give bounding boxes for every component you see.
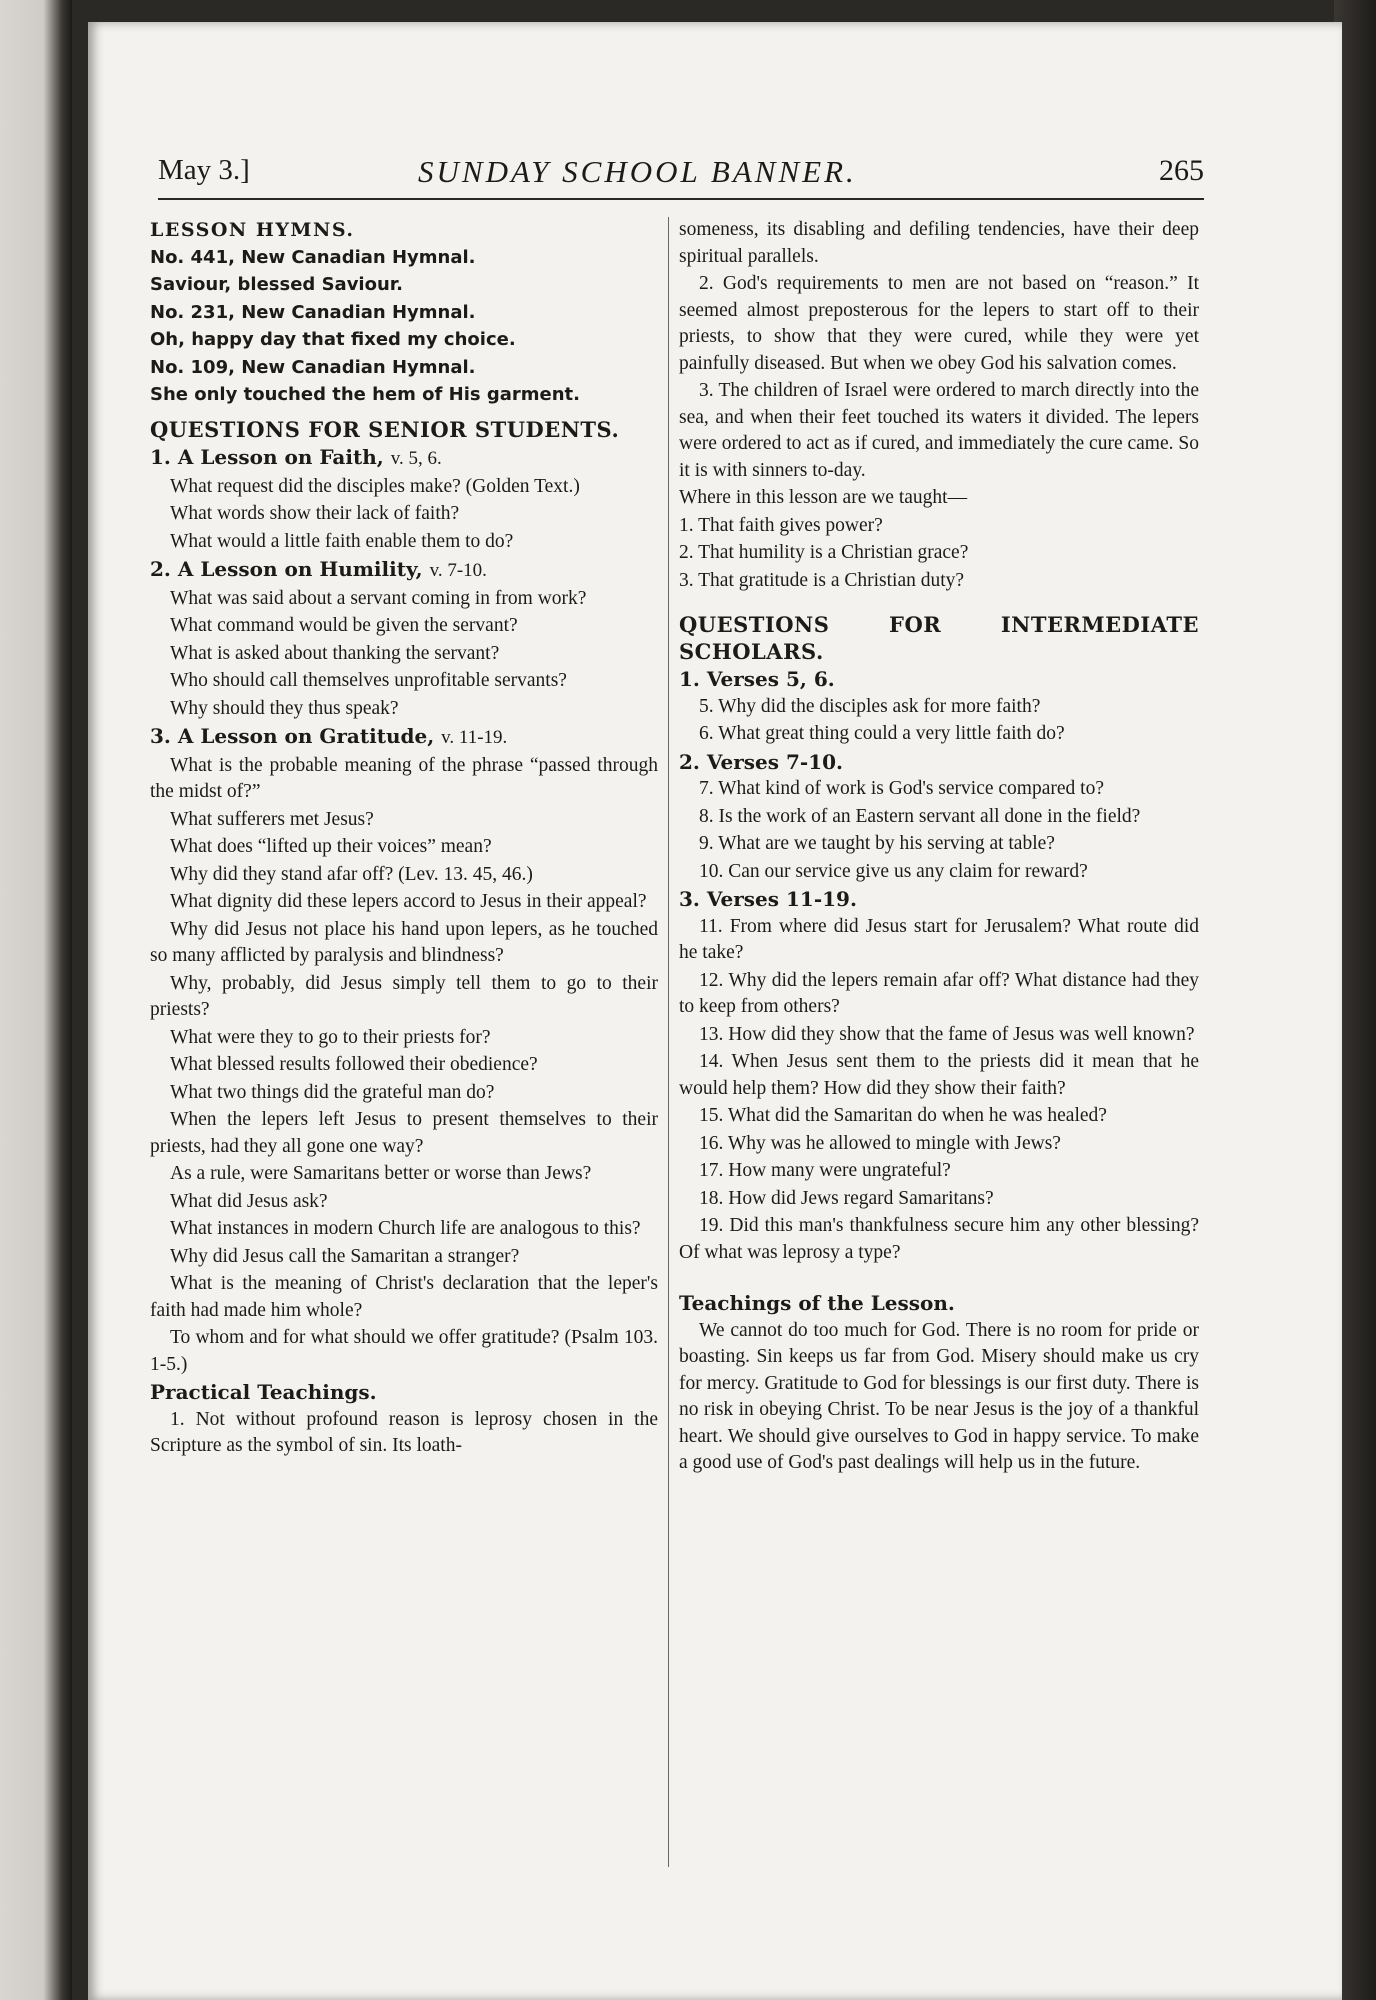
question: What command would be given the servant? xyxy=(170,615,518,636)
practical-teaching-paragraph: 3. The children of Israel were ordered to march directly into the sea, and when their feet touched its waters it divided. The lepers were ordered to act as if cured, and immediately the cure came. So it is with sinners to-day. xyxy=(679,380,1199,481)
question: 17. How many were ungrateful? xyxy=(699,1160,951,1181)
question: What words show their lack of faith? xyxy=(170,503,460,524)
intermediate-questions-heading: QUESTIONS FOR INTERMEDIATE SCHOLARS. xyxy=(679,612,1199,664)
question: What would a little faith enable them to do? xyxy=(170,530,514,552)
question: 19. Did this man's thankfulness secure him any other blessing? Of what was leprosy a type? xyxy=(679,1215,1199,1263)
hymn-title: Oh, happy day that fixed my choice. xyxy=(150,329,516,350)
section-title: 1. A Lesson on Faith, xyxy=(150,445,384,469)
question: Why, probably, did Jesus simply tell them to go to their priests? xyxy=(150,972,658,1020)
question: 10. Can our service give us any claim for reward? xyxy=(699,860,1088,882)
practical-teaching-paragraph: 1. Not without profound reason is leprosy chosen in the Scripture as the symbol of sin. Its loath- xyxy=(150,1408,658,1456)
header-date: May 3.] xyxy=(158,154,250,186)
question: 9. What are we taught by his serving at table? xyxy=(699,833,1055,854)
section-reference: v. 5, 6. xyxy=(390,448,442,469)
page-number: 265 xyxy=(1159,154,1204,187)
hymn-title: She only touched the hem of His garment. xyxy=(150,384,580,405)
teachings-heading: Teachings of the Lesson. xyxy=(679,1291,955,1315)
hymns-heading: LESSON HYMNS. xyxy=(150,219,355,241)
senior-section-1-heading xyxy=(150,444,658,473)
question: To whom and for what should we offer gratitude? (Psalm 103. 1-5.) xyxy=(150,1327,658,1375)
taught-intro: Where in this lesson are we taught— xyxy=(679,487,968,508)
question: What were they to go to their priests for? xyxy=(170,1026,491,1048)
question: 7. What kind of work is God's service compared to? xyxy=(699,778,1104,799)
question: Why did they stand afar off? (Lev. 13. 45, 46.) xyxy=(170,863,533,885)
hymn-number: No. 109, New Canadian Hymnal. xyxy=(150,356,476,378)
question: What dignity did these lepers accord to Jesus in their appeal? xyxy=(170,891,647,912)
question: 18. How did Jews regard Samaritans? xyxy=(699,1187,994,1209)
running-header xyxy=(158,142,1204,200)
section-reference: v. 11-19. xyxy=(441,727,508,748)
question: 8. Is the work of an Eastern servant all done in the field? xyxy=(699,805,1141,827)
intermediate-section-3-heading: 3. Verses 11-19. xyxy=(679,887,857,911)
question: As a rule, were Samaritans better or worse than Jews? xyxy=(170,1163,592,1184)
intermediate-section-2-heading: 2. Verses 7-10. xyxy=(679,749,844,774)
taught-item: 3. That gratitude is a Christian duty? xyxy=(679,569,965,591)
question: 15. What did the Samaritan do when he was healed? xyxy=(699,1105,1107,1126)
question: What sufferers met Jesus? xyxy=(170,808,374,830)
practical-teachings-heading: Practical Teachings. xyxy=(150,1380,377,1404)
hymn-number: No. 231, New Canadian Hymnal. xyxy=(150,301,476,323)
question: 5. Why did the disciples ask for more faith? xyxy=(699,695,1041,717)
taught-item: 1. That faith gives power? xyxy=(679,514,883,536)
hymn-number: No. 441, New Canadian Hymnal. xyxy=(150,246,476,268)
senior-section-3-heading xyxy=(150,723,658,752)
question: 11. From where did Jesus start for Jerusalem? What route did he take? xyxy=(679,915,1199,963)
question: 6. What great thing could a very little faith do? xyxy=(699,723,1065,744)
question: Why should they thus speak? xyxy=(170,697,399,719)
teachings-paragraph: We cannot do too much for God. There is no room for pride or boasting. Sin keeps us far from God. Misery should make us cry for mercy. Gratitude to God for blessings is our first duty. There is no risk in obeying Christ. To be near Jesus is the joy of a thankful heart. We should give ourselves to God in happy service. To make a good use of God's past dealings will help us in the future. xyxy=(679,1319,1199,1473)
question: What is the meaning of Christ's declaration that the leper's faith had made him whole? xyxy=(150,1273,658,1321)
question: Who should call themselves unprofitable servants? xyxy=(170,670,567,691)
section-title: 3. A Lesson on Gratitude, xyxy=(150,724,435,748)
senior-section-2-heading xyxy=(150,556,658,585)
question: What two things did the grateful man do? xyxy=(170,1081,495,1103)
left-column xyxy=(150,217,658,1461)
question: 12. Why did the lepers remain afar off? What distance had they to keep from others? xyxy=(679,969,1199,1017)
question: 16. Why was he allowed to mingle with Jews? xyxy=(699,1132,1061,1154)
right-column xyxy=(668,217,1199,1867)
question: Why did Jesus not place his hand upon lepers, as he touched so many afflicted by paralysis and blindness? xyxy=(150,918,658,966)
question: 14. When Jesus sent them to the priests did it mean that he would help them? How did they show their faith? xyxy=(679,1051,1199,1099)
question: Why did Jesus call the Samaritan a stranger? xyxy=(170,1245,520,1267)
hymn-title: Saviour, blessed Saviour. xyxy=(150,274,403,295)
intermediate-section-1-heading: 1. Verses 5, 6. xyxy=(679,667,835,691)
taught-item: 2. That humility is a Christian grace? xyxy=(679,542,969,563)
magazine-page xyxy=(88,22,1342,2000)
question: What instances in modern Church life are analogous to this? xyxy=(170,1218,641,1239)
practical-teaching-continued: someness, its disabling and defiling tendencies, have their deep spiritual parallels. xyxy=(679,219,1199,267)
question: What request did the disciples make? (Golden Text.) xyxy=(170,475,580,497)
question: When the lepers left Jesus to present themselves to their priests, had they all gone one way? xyxy=(150,1109,658,1157)
question: What does “lifted up their voices” mean? xyxy=(170,836,492,857)
question: What was said about a servant coming in from work? xyxy=(170,587,587,609)
question: What is asked about thanking the servant? xyxy=(170,642,500,664)
section-title: 2. A Lesson on Humility, xyxy=(150,557,423,581)
practical-teaching-paragraph: 2. God's requirements to men are not based on “reason.” It seemed almost preposterous for the lepers to start off to their priests, to show that they were cured, while they were yet painfully diseased. But when we obey God his salvation comes. xyxy=(679,273,1199,374)
question: What blessed results followed their obedience? xyxy=(170,1054,538,1075)
question: What is the probable meaning of the phrase “passed through the midst of?” xyxy=(150,754,658,802)
question: 13. How did they show that the fame of Jesus was well known? xyxy=(699,1023,1195,1045)
section-reference: v. 7-10. xyxy=(429,560,487,581)
header-title: SUNDAY SCHOOL BANNER. xyxy=(418,154,857,189)
senior-questions-heading: QUESTIONS FOR SENIOR STUDENTS. xyxy=(150,416,620,442)
adjacent-page-edge xyxy=(0,0,72,2000)
question: What did Jesus ask? xyxy=(170,1190,328,1212)
